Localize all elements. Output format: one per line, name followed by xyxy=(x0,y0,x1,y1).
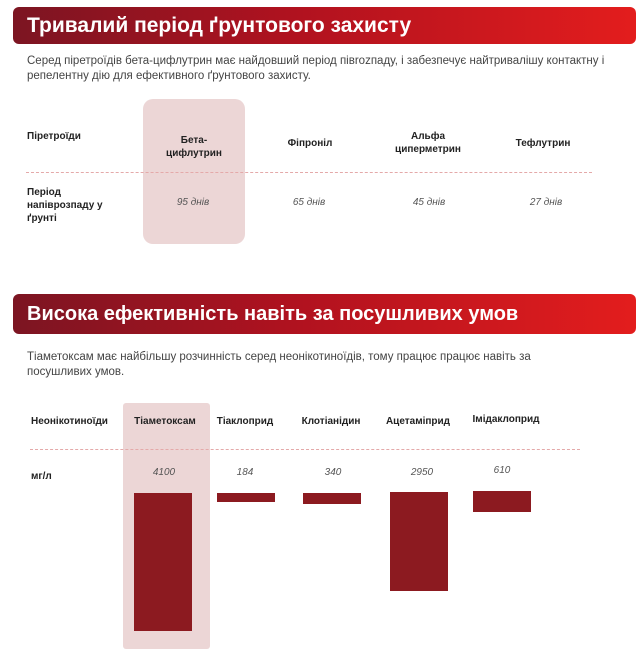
section-2-title: Висока ефективність навіть за посушливих умов xyxy=(13,294,636,334)
bar-5 xyxy=(473,491,531,512)
table-2-product-2: Тіаклоприд xyxy=(216,416,274,427)
table-1-product-1: Бета-цифлутрин xyxy=(166,135,222,159)
table-1-product-3: Альфа циперметрин xyxy=(395,131,461,155)
table-2-product-3: Клотіанідин xyxy=(301,416,361,427)
table-1-row-label: Період напіврозпаду у ґрунті xyxy=(27,187,103,224)
table-2-row-label: мг/л xyxy=(31,471,52,482)
section-2-intro: Тіаметоксам має найбільшу розчинність серед неонікотиноїдів, тому працює працює навіть за посушливих умов. xyxy=(27,351,531,378)
table-2-product-4: Ацетаміприд xyxy=(385,416,451,427)
table-2-product-5: Імідаклоприд xyxy=(472,414,540,425)
table-2-value-3: 340 xyxy=(324,467,342,478)
table-2-value-1: 4100 xyxy=(152,467,176,478)
bar-1 xyxy=(134,493,192,631)
bar-3 xyxy=(303,493,361,504)
table-1-product-2: Фіпроніл xyxy=(287,138,333,149)
bar-4 xyxy=(390,492,448,591)
table-2-product-1: Тіаметоксам xyxy=(134,416,196,427)
table-2-row-header: Неонікотиноїди xyxy=(31,416,108,427)
table-2-value-5: 610 xyxy=(493,465,511,476)
table-1-value-4: 27 днів xyxy=(529,197,563,208)
table-2-value-2: 184 xyxy=(236,467,254,478)
table-2-divider xyxy=(30,449,580,450)
table-1-value-1: 95 днів xyxy=(176,197,210,208)
table-1-value-2: 65 днів xyxy=(292,197,326,208)
table-1-row-header: Піретроїди xyxy=(27,131,81,142)
table-2-value-4: 2950 xyxy=(410,467,434,478)
bar-2 xyxy=(217,493,275,502)
table-1-product-4: Тефлутрин xyxy=(515,138,571,149)
table-1-value-3: 45 днів xyxy=(412,197,446,208)
section-1-intro: Серед піретроїдів бета-цифлутрин має найдовший період півrozпаду, і забезпечує найтривалішу контактну і репелентну дію для ефективного ґрунтового захисту. xyxy=(27,55,605,82)
section-1-title: Тривалий період ґрунтового захисту xyxy=(13,7,636,44)
table-1-divider xyxy=(26,172,592,173)
